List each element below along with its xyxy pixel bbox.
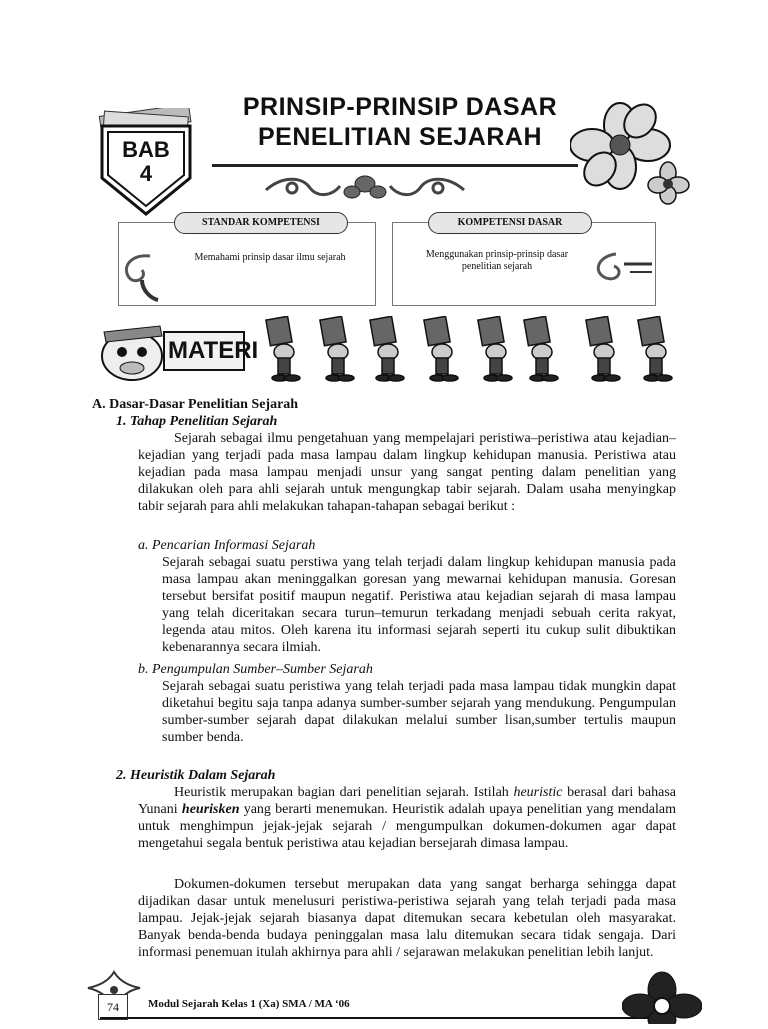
section-a-heading: A. Dasar-Dasar Penelitian Sejarah	[92, 397, 299, 412]
footer-flower-decoration	[622, 970, 702, 1024]
page-number: 74	[98, 994, 128, 1020]
subsection-2-heading: 2. Heuristik Dalam Sejarah	[116, 768, 276, 783]
p1-part3: yang berarti menemukan. Heuristik adalah upaya penelitian yang mendalam untuk menghimpun jejak-jejak sejarah / mengumpulkan dokumen-dokumen agar dapat mengetahui segala bentuk peristiwa atau kejadian bersejarah dimasa lampau.	[138, 802, 677, 851]
bab-shield	[96, 108, 196, 218]
title-line-2: PENELITIAN SEJARAH	[257, 123, 543, 151]
title-underline	[212, 164, 578, 167]
p1-part2: berasal dari bahasa Yunani	[138, 785, 677, 817]
flower-decoration	[570, 95, 690, 205]
item-a-heading: a. Pencarian Informasi Sejarah	[138, 538, 316, 553]
p1-term-heurisken: heurisken	[181, 802, 240, 817]
item-b-heading: b. Pengumpulan Sumber–Sumber Sejarah	[138, 662, 373, 677]
title-line-1: PRINSIP-PRINSIP DASAR	[242, 93, 558, 121]
subsection-2-paragraph-2: Dokumen-dokumen tersebut merupakan data yang sangat berharga sehingga dapat dijadikan dasar untuk menelusuri peristiwa-peristiwa sejarah yang telah terjadi pada masa lampau. Jejak-jejak sejarah biasanya dapat ditemukan secara kebetulan oleh masyarakat. Banyak benda-benda budaya peninggalan masa lalu ditemukan secara tidak sengaja. Dari informasi penemuan itulah akhirnya para ahli / sejarawan melakukan penelitian lebih lanjut.	[138, 877, 676, 960]
reading-figures-icon	[262, 316, 682, 382]
flower-icon	[622, 970, 702, 1024]
materi-banner	[90, 318, 259, 383]
kompetensi-dasar-text	[412, 249, 582, 273]
subsection-2-paragraph-1	[138, 784, 676, 852]
kompetensi-dasar-line-2: penelitian sejarah	[461, 261, 533, 272]
swirl-left-decoration	[112, 250, 162, 306]
subsection-1-paragraph: Sejarah sebagai ilmu pengetahuan yang mempelajari peristiwa–peristiwa atau kejadian–kejadian yang terjadi pada masa lampau dalam lingkup kehidupan manusia. Peristiwa atau kejadian pada masa lampau menjadi unsur yang sangat penting dalam penelitian yang dilakukan oleh para ahli sejarah untuk mengungkap tabir sejarah. Dalam usaha menyingkap tabir sejarah para ahli melakukan tahapan-tahapan sebagai berikut :	[138, 431, 676, 514]
materi-label: MATERI	[168, 337, 259, 364]
chapter-title	[200, 92, 600, 152]
subsection-1-heading: 1. Tahap Penelitian Sejarah	[116, 414, 278, 429]
p1-term-heuristic: heuristic	[513, 785, 563, 800]
standar-kompetensi-text: Memahami prinsip dasar ilmu sejarah	[194, 252, 346, 263]
bab-label: BAB	[122, 137, 170, 162]
kompetensi-dasar-label: KOMPETENSI DASAR	[428, 212, 592, 234]
item-b-paragraph: Sejarah sebagai suatu peristiwa yang telah terjadi pada masa lampau tidak mungkin dapat diketahui begitu saja tanpa adanya sumber-sumber sejarah yang mendukung. Pengumpulan sumber-sumber sejarah dapat dilakukan melalui sumber lisan,sumber tertulis maupun sumber benda.	[162, 679, 676, 745]
swirl-icon	[590, 244, 654, 294]
footer-module-text: Modul Sejarah Kelas 1 (Xa) SMA / MA ‘06	[148, 998, 350, 1010]
kompetensi-dasar-line-1: Menggunakan prinsip-prinsip dasar	[425, 249, 569, 260]
ornament-divider	[262, 172, 468, 202]
standar-kompetensi-label: STANDAR KOMPETENSI	[174, 212, 348, 234]
swirl-right-decoration	[590, 244, 654, 294]
scroll-ornament-icon	[262, 172, 468, 202]
p1-part1: Heuristik merupakan bagian dari penelitian sejarah. Istilah	[174, 785, 514, 800]
swirl-icon	[112, 250, 162, 306]
bab-number: 4	[139, 161, 153, 186]
flower-icon	[570, 95, 690, 205]
item-a-paragraph: Sejarah sebagai suatu perstiwa yang telah terjadi dalam lingkup kehidupan manusia pada masa lampau akan meninggalkan goresan yang mewarnai kehidupan manusia. Goresan tersebut bersifat positif maupun negatif. Peristiwa atau kejadian sejarah di masa lampau yang telah diceritakan secara turun–temurun terkadang menjadi sebuah cerita rakyat, legenda atau mitos. Oleh karena itu informasi sejarah seperti itu cukup sulit dibuktikan kebenarannya secara ilmiah.	[162, 555, 676, 655]
footer-rule	[100, 1017, 665, 1019]
reading-figures-row	[262, 316, 682, 382]
